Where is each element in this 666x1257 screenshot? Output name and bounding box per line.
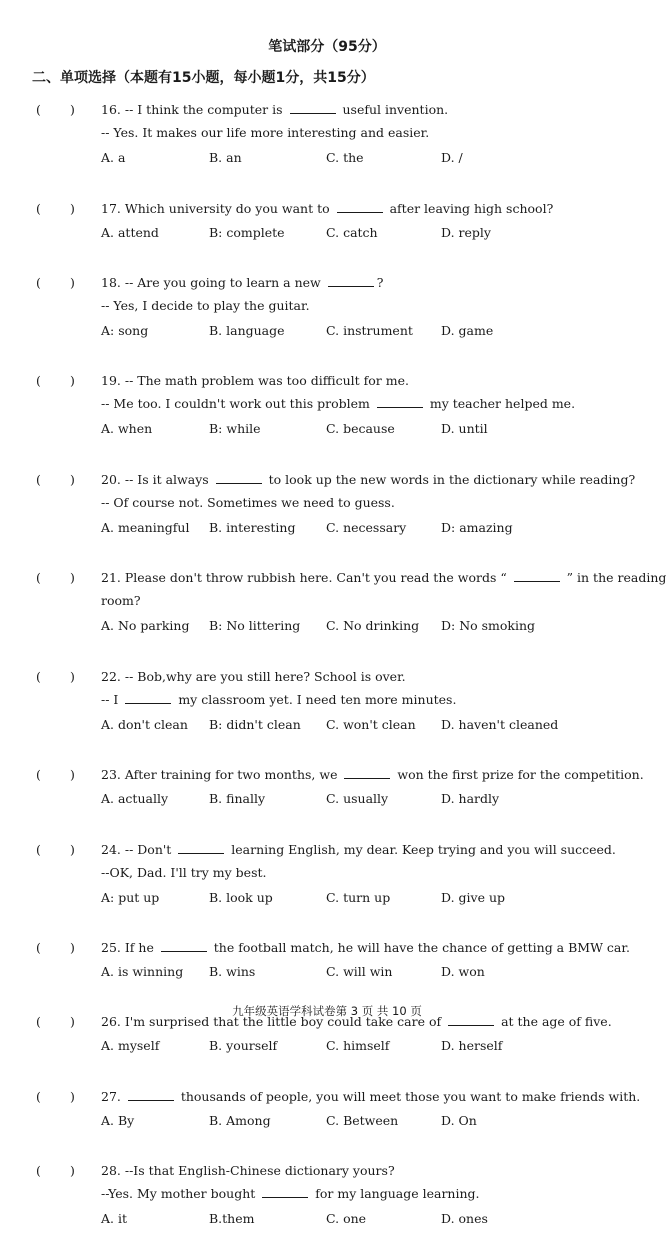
- answer-paren-close: ): [70, 1014, 75, 1030]
- page-footer: 九年级英语学科试卷第 3 页 共 10 页: [232, 1004, 422, 1018]
- answer-blank: [337, 200, 383, 213]
- question-stem: 19. -- The math problem was too difficult for me.: [101, 373, 409, 389]
- option-d: D: amazing: [441, 519, 513, 535]
- answer-blank: [161, 939, 207, 952]
- question-item: [0, 468, 654, 567]
- option-b: B: No littering: [209, 618, 301, 634]
- option-c: C. instrument: [326, 322, 413, 338]
- option-a: A: song: [101, 322, 149, 338]
- option-d: D. herself: [441, 1038, 503, 1054]
- option-b: B: complete: [209, 224, 285, 240]
- option-a: A. By: [101, 1112, 135, 1128]
- answer-paren-close: ): [70, 102, 75, 117]
- option-a: A. meaningful: [101, 519, 190, 535]
- answer-paren-open[interactable]: (: [36, 940, 41, 956]
- section-heading: 二、单项选择（本题有15小题，每小题1分，共15分）: [32, 70, 375, 86]
- option-row: [101, 417, 634, 441]
- question-item: [0, 838, 654, 937]
- question-stem: 26. I'm surprised that the little boy could take care of at the age of five.: [101, 1014, 612, 1030]
- answer-paren-open[interactable]: (: [36, 471, 41, 487]
- option-row: [101, 886, 634, 910]
- option-a: A. a: [101, 150, 126, 165]
- answer-paren-close: ): [70, 1162, 75, 1178]
- answer-paren-open[interactable]: (: [36, 1162, 41, 1178]
- option-a: A. actually: [101, 791, 169, 807]
- question-line2: --Yes. My mother bought for my language learning.: [101, 1185, 480, 1201]
- option-d: D. /: [441, 150, 463, 165]
- option-a: A: put up: [101, 889, 160, 905]
- answer-blank: [128, 1088, 174, 1101]
- option-d: D. reply: [441, 224, 491, 240]
- answer-paren-open[interactable]: (: [36, 668, 41, 684]
- answer-paren-open[interactable]: (: [36, 274, 41, 290]
- option-b: B. Among: [209, 1112, 271, 1128]
- option-row: [101, 1207, 634, 1231]
- option-d: D. hardly: [441, 791, 500, 807]
- question-item: [0, 271, 654, 370]
- question-stem: 21. Please don't throw rubbish here. Can't you read the words “ ” in the reading: [101, 570, 666, 586]
- option-row: [101, 1034, 634, 1058]
- answer-paren-close: ): [70, 841, 75, 857]
- option-c: C. the: [326, 150, 364, 165]
- option-d: D. On: [441, 1112, 477, 1128]
- question-stem: 20. -- Is it always to look up the new words in the dictionary while reading?: [101, 471, 636, 487]
- question-item: [0, 1085, 654, 1159]
- option-b: B. finally: [209, 791, 266, 807]
- question-line2: -- Yes, I decide to play the guitar.: [101, 297, 310, 313]
- answer-paren-close: ): [70, 570, 75, 586]
- option-d: D. haven't cleaned: [441, 716, 559, 732]
- question-item: [0, 1159, 654, 1257]
- option-b: B. look up: [209, 889, 273, 905]
- option-c: C. necessary: [326, 519, 407, 535]
- option-row: [101, 787, 634, 811]
- option-row: [101, 713, 634, 737]
- answer-paren-open[interactable]: (: [36, 200, 41, 216]
- question-item: [0, 566, 666, 665]
- option-b: B. interesting: [209, 519, 296, 535]
- question-item: [0, 369, 654, 468]
- option-d: D. game: [441, 322, 494, 338]
- option-b: B. an: [209, 150, 242, 165]
- question-line2: -- Of course not. Sometimes we need to guess.: [101, 494, 395, 510]
- option-c: C. Between: [326, 1112, 399, 1128]
- option-a: A. it: [101, 1210, 127, 1226]
- option-a: A. is winning: [101, 964, 184, 980]
- question-item: [0, 763, 654, 837]
- answer-paren-close: ): [70, 1088, 75, 1104]
- answer-paren-open[interactable]: (: [36, 1088, 41, 1104]
- answer-paren-open[interactable]: (: [36, 1014, 41, 1030]
- question-item: [0, 936, 654, 1010]
- answer-blank: [290, 101, 336, 114]
- answer-paren-close: ): [70, 200, 75, 216]
- option-a: A. myself: [101, 1038, 160, 1054]
- option-c: C. No drinking: [326, 618, 420, 634]
- question-stem: 28. --Is that English-Chinese dictionary yours?: [101, 1162, 395, 1178]
- page-title: 笔试部分（95分）: [268, 39, 386, 55]
- option-c: C. turn up: [326, 889, 391, 905]
- option-b: B: didn't clean: [209, 716, 301, 732]
- option-d: D: No smoking: [441, 618, 536, 634]
- answer-paren-close: ): [70, 373, 75, 389]
- answer-paren-close: ): [70, 274, 75, 290]
- question-line2: --OK, Dad. I'll try my best.: [101, 864, 267, 880]
- answer-paren-open[interactable]: (: [36, 767, 41, 783]
- option-row: [101, 146, 634, 170]
- question-stem: 24. -- Don't learning English, my dear. Keep trying and you will succeed.: [101, 841, 616, 857]
- option-c: C. himself: [326, 1038, 390, 1054]
- question-line2: -- Yes. It makes our life more interesting and easier.: [101, 125, 430, 140]
- option-b: B: while: [209, 421, 261, 437]
- question-item: [0, 665, 654, 764]
- option-b: B. language: [209, 322, 285, 338]
- question-line2: -- I my classroom yet. I need ten more minutes.: [101, 691, 457, 707]
- option-a: A. attend: [101, 224, 159, 240]
- question-stem: 27. thousands of people, you will meet those you want to make friends with.: [101, 1088, 641, 1104]
- question-line2: room?: [101, 593, 141, 609]
- option-d: D. give up: [441, 889, 506, 905]
- question-stem: 16. -- I think the computer is useful invention.: [101, 102, 449, 117]
- answer-blank: [125, 691, 171, 704]
- option-b: B. wins: [209, 964, 256, 980]
- option-row: [101, 319, 634, 343]
- option-c: C. will win: [326, 964, 393, 980]
- option-c: C. usually: [326, 791, 389, 807]
- answer-paren-close: ): [70, 940, 75, 956]
- question-stem: 22. -- Bob,why are you still here? School is over.: [101, 668, 406, 684]
- option-b: B.them: [209, 1210, 255, 1226]
- question-stem: 25. If he the football match, he will have the chance of getting a BMW car.: [101, 940, 630, 956]
- answer-blank: [216, 471, 262, 484]
- option-d: D. until: [441, 421, 488, 437]
- option-a: A. when: [101, 421, 153, 437]
- answer-blank: [178, 841, 224, 854]
- question-line2: -- Me too. I couldn't work out this problem my teacher helped me.: [101, 396, 576, 412]
- option-row: [101, 516, 634, 540]
- question-item: [0, 197, 654, 271]
- option-row: [101, 221, 634, 245]
- option-c: C. because: [326, 421, 395, 437]
- answer-blank: [377, 395, 423, 408]
- answer-blank: [328, 274, 374, 287]
- option-row: [101, 614, 634, 638]
- answer-paren-open[interactable]: (: [36, 570, 41, 586]
- option-c: C. catch: [326, 224, 378, 240]
- answer-paren-open[interactable]: (: [36, 373, 41, 389]
- option-a: A. don't clean: [101, 716, 188, 732]
- answer-paren-open[interactable]: (: [36, 102, 41, 117]
- option-row: [101, 1109, 634, 1133]
- answer-paren-close: ): [70, 471, 75, 487]
- answer-blank: [514, 569, 560, 582]
- option-a: A. No parking: [101, 618, 190, 634]
- question-list: [0, 98, 666, 1257]
- answer-paren-close: ): [70, 767, 75, 783]
- option-row: [101, 960, 634, 984]
- question-stem: 17. Which university do you want to after leaving high school?: [101, 200, 554, 216]
- question-item: [0, 1010, 654, 1084]
- option-d: D. ones: [441, 1210, 488, 1226]
- option-b: B. yourself: [209, 1038, 278, 1054]
- answer-blank: [344, 766, 390, 779]
- answer-paren-open[interactable]: (: [36, 841, 41, 857]
- option-d: D. won: [441, 964, 485, 980]
- option-c: C. one: [326, 1210, 367, 1226]
- option-c: C. won't clean: [326, 716, 416, 732]
- answer-paren-close: ): [70, 668, 75, 684]
- question-item: [0, 98, 654, 197]
- answer-blank: [262, 1185, 308, 1198]
- question-stem: 23. After training for two months, we won the first prize for the competition.: [101, 767, 644, 783]
- question-stem: 18. -- Are you going to learn a new ?: [101, 274, 384, 290]
